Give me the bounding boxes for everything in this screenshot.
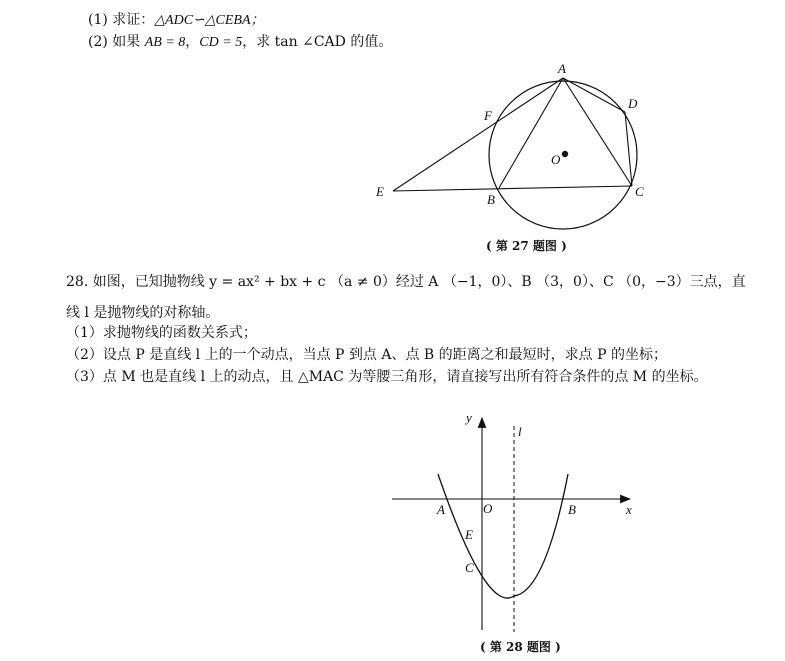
label-c: C <box>635 184 644 199</box>
p27-part1-formula: △ADC∽△CEBA； <box>154 13 265 28</box>
p28-intro2: 线 l 是抛物线的对称轴。 <box>66 305 220 321</box>
label-f: F <box>484 108 492 123</box>
label-b: B <box>487 192 495 207</box>
label-l: l <box>518 424 522 439</box>
label-x: x <box>626 502 632 517</box>
label-y: y <box>466 410 472 425</box>
p28-q2: （2）设点 P 是直线 l 上的一个动点，当点 P 到点 A、点 B 的距离之和最短时，求点 P 的坐标； <box>66 347 667 363</box>
p28-q3: （3）点 M 也是直线 l 上的动点，且 △MAC 为等腰三角形，请直接写出所有符合条件的点 M 的坐标。 <box>66 369 708 385</box>
p27-part2-ab: AB = 8 <box>144 35 186 50</box>
label-o28: O <box>483 501 493 516</box>
p28-q1: （1）求抛物线的函数关系式； <box>66 325 257 341</box>
parabola <box>438 474 568 598</box>
label-a: A <box>558 61 566 76</box>
label-d: D <box>628 96 638 111</box>
label-b28: B <box>568 502 576 517</box>
label-a28: A <box>437 502 445 517</box>
label-e: E <box>376 184 384 199</box>
p27-part2-suffix: ，求 tan ∠CAD 的值。 <box>242 34 393 50</box>
label-o: O <box>551 152 561 167</box>
p28-intro-text: 如图，已知抛物线 y = ax² + bx + c （a ≠ 0）经过 A （−1，0）、B （3，0）、C （0，−3）三点，直 <box>92 274 746 290</box>
caption-28: ( 第 28 题图 ) <box>480 640 561 654</box>
p28-number: 28. <box>66 274 89 290</box>
p27-part2-sep: ， <box>185 34 200 50</box>
p27-part1-prefix: (1) 求证： <box>88 12 155 28</box>
p27-part2-cd: CD = 5 <box>199 35 243 50</box>
label-e28: E <box>465 527 473 542</box>
caption-27: ( 第 27 题图 ) <box>486 239 567 253</box>
p27-part2-prefix: (2) 如果 <box>88 34 145 50</box>
label-c28: C <box>465 560 474 575</box>
